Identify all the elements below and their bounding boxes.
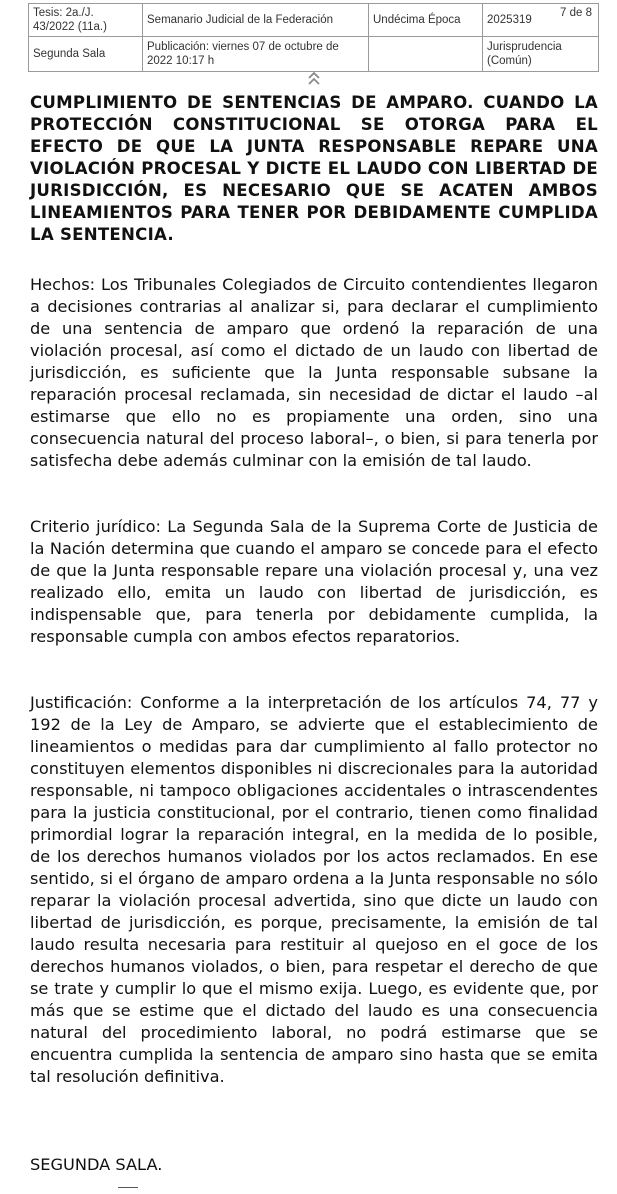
double-chevron-up-icon (307, 70, 321, 86)
thesis-metadata-table (28, 3, 599, 72)
thesis-type: Jurisprudencia (Común) (483, 37, 599, 72)
tesis-number: Tesis: 2a./J. 43/2022 (11a.) (29, 4, 143, 37)
chamber-signature: SEGUNDA SALA. (30, 1155, 163, 1174)
page-count: 7 de 8 (560, 7, 592, 19)
registry-number: 2025319 (487, 14, 532, 26)
justification-paragraph: Justificación: Conforme a la interpretación de los artículos 74, 77 y 192 de la Ley de Amparo, se advierte que el establecimiento de lineamientos o medidas para dar cumplimiento al fallo protector no constituyen elementos disponibles ni discrecionales para la autoridad responsable, ni tampoco obligaciones accidentales o intrascendentes para la justicia constitucional, por el contrario, tienen como finalidad primordial lograr la reparación integral, en la medida de lo posible, de los derechos humanos violados por los actos reclamados. En ese sentido, si el órgano de amparo ordena a la Junta responsable no sólo reparar la violación procesal advertida, sino que dicte un laudo con libertad de jurisdicción, es porque, precisamente, la emisión de tal laudo resulta necesaria para restituir al quejoso en el goce de los derechos humanos violados, o bien, para respetar el derecho de que se trate y cumplir lo que el mismo exija. Luego, es evidente que, por más que se estime que el dictado del laudo es una consecuencia natural del procedimiento laboral, no podrá estimarse que se encuentra cumplida la sentencia de amparo sino hasta que se emita tal resolución definitiva. (30, 693, 598, 1086)
metadata-row-1 (29, 4, 599, 37)
facts-paragraph: Hechos: Los Tribunales Colegiados de Circuito contendientes llegaron a decisiones contrarias al analizar si, para declarar el cumplimiento de una sentencia de amparo que ordenó la reparación de una violación procesal, así como el dictado de un laudo con libertad de jurisdicción, es suficiente que la Junta responsable subsane la reparación procesal reclamada, sin necesidad de dictar el laudo –al estimarse que ello no es propiamente una orden, sino una consecuencia natural del proceso laboral–, o bien, si para tenerla por satisfecha debe además culminar con la emisión de tal laudo. (30, 275, 598, 470)
publication-date: Publicación: viernes 07 de octubre de 2022 10:17 h (143, 37, 369, 72)
cut-off-text-fragment (118, 1187, 138, 1190)
metadata-row-2 (29, 37, 599, 72)
collapse-button[interactable] (303, 68, 325, 88)
registry-cell (483, 4, 599, 37)
instance-label: Segunda Sala (29, 37, 143, 72)
source-name: Semanario Judicial de la Federación (143, 4, 369, 37)
empty-cell (369, 37, 483, 72)
thesis-title: CUMPLIMIENTO DE SENTENCIAS DE AMPARO. CUANDO LA PROTECCIÓN CONSTITUCIONAL SE OTORGA PARA EL EFECTO DE QUE LA JUNTA RESPONSABLE REPARE UNA VIOLACIÓN PROCESAL Y DICTE EL LAUDO CON LIBERTAD DE JURISDICCIÓN, ES NECESARIO QUE SE ACATEN AMBOS LINEAMIENTOS PARA TENER POR DEBIDAMENTE CUMPLIDA LA SENTENCIA. (30, 93, 598, 244)
legal-criterion-paragraph: Criterio jurídico: La Segunda Sala de la Suprema Corte de Justicia de la Nación determina que cuando el amparo se concede para el efecto de que la Junta responsable repare una violación procesal y, una vez realizado ello, emita un laudo con libertad de jurisdicción, es indispensable que, para tenerla por debidamente cumplida, la responsable cumpla con ambos efectos reparatorios. (30, 517, 598, 646)
epoch-label: Undécima Época (369, 4, 483, 37)
